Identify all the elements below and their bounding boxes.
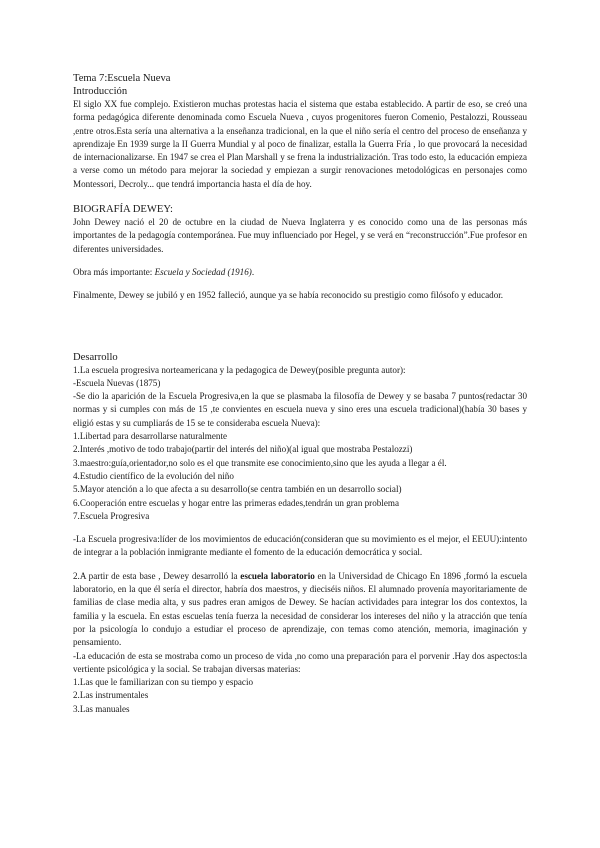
list-item: 4.Estudio científico de la evolución del niño: [73, 470, 234, 481]
life-paragraph: -La educación de esta se mostraba como un proceso de vida ,no como una preparación para el porvenir .Hay dos aspectos:la vertiente psicológica y la social. Se trabajan diversas materias:: [73, 650, 527, 674]
list-item: 5.Mayor atención a lo que afecta a su desarrollo(se centra también en un desarrollo social): [73, 484, 402, 495]
main-work-end: .: [251, 266, 255, 277]
intro-heading: Introducción: [73, 86, 128, 97]
final-paragraph: Finalmente, Dewey se jubiló y en 1952 falleció, aunque ya se había reconocido su prestigio como filósofo y educador.: [73, 290, 504, 301]
lab-post: en la Universidad de Chicago En 1896 ,formó la escuela laboratorio, en la que él sería el director, habría dos maestros, y dieciséis niños. El alumnado provenía mayoritariamente de familias de clase media alta, y sus padres eran amigos de Dewey. Se hacían actividades para integrar los dos contextos, la familia y la escuela. En estas escuelas tenía fuerza la necesidad de considerar los intereses del niño y la atracción que tenía por la psicología lo condujo a estudiar el proceso de aprendizaje, con temas como atención, memoria, imaginación y pensamiento.: [73, 570, 528, 648]
subjects-list: [73, 676, 527, 716]
dev-question: 1.La escuela progresiva norteamericana y la pedagogica de Dewey(posible pregunta autor):: [73, 364, 406, 375]
list-item: 7.Escuela Progresiva: [73, 510, 150, 521]
list-item: 3.maestro:guía,orientador,no solo es el que transmite ese conocimiento,sino que les ayuda a llegar a él.: [73, 457, 447, 468]
lab-paragraph: [73, 570, 527, 650]
intro-paragraph: El siglo XX fue complejo. Existieron muchas protestas hacia el sistema que estaba establecido. A partir de eso, se creó una forma pedagógica diferente denominada como Escuela Nueva , cuyos progenitores fueron Comenio, Pestalozzi, Rousseau ,entre otros.Esta sería una alternativa a la enseñanza tradicional, en la que el niño sería el centro del proceso de enseñanza y aprendizaje En 1939 surge la II Guerra Mundial y al poco de finalizar, estalla la Guerra Fría , lo que provocará la necesidad de internacionalizarse. En 1947 se crea el Plan Marshall y se frena la industrialización. Tras todo esto, la educación empieza a verse como un método para mejorar la sociedad y empiezan a surgir renovaciones metodológicas en personajes como Montessori, Decroly... que tendrá importancia hasta el día de hoy.: [73, 99, 527, 189]
leader-paragraph: -La Escuela progresiva:líder de los movimientos de educación(consideran que su movimiento es el mejor, el EEUU):intento de integrar a la población inmigrante mediante el fomento de la educación democrática y social.: [73, 534, 527, 558]
list-item: 2.Las instrumentales: [73, 690, 149, 701]
lab-bold: escuela laboratorio: [240, 570, 315, 581]
list-item: 3.Las manuales: [73, 703, 130, 714]
dev-paragraph: -Se dio la aparición de la Escuela Progresiva,en la que se plasmaba la filosofía de Dewey y se basaba 7 puntos(redactar 30 normas y si cumples con más de 15 ,te convientes en escuela nueva y sino eres una escuela tradicional)(había 30 bases y eligió estas y su cumpliarás de 15 se te consideraba escuela Nueva):: [73, 391, 527, 428]
bio-heading: BIOGRAFÍA DEWEY:: [73, 204, 173, 216]
points-list: [73, 430, 527, 523]
list-item: 1.Libertad para desarrollarse naturalmente: [73, 431, 228, 442]
dev-school: -Escuela Nuevas (1875): [73, 377, 161, 388]
bio-paragraph: John Dewey nació el 20 de octubre en la ciudad de Nueva Inglaterra y es conocido como una de las personas más importantes de la pedagogía contemporánea. Fue muy influenciado por Hegel, y se verá en “reconstrucción”.Fue profesor en diferentes universidades.: [73, 217, 527, 254]
dev-heading: Desarrollo: [73, 351, 118, 363]
list-item: 1.Las que le familiarizan con su tiempo y espacio: [73, 677, 254, 688]
main-work-label: Obra más importante:: [73, 266, 155, 277]
list-item: 6.Cooperación entre escuelas y hogar entre las primeras edades,tendrán un gran problema: [73, 497, 399, 508]
lab-pre: 2.A partir de esta base , Dewey desarrolló la: [73, 570, 241, 581]
doc-title: Tema 7:Escuela Nueva: [73, 73, 171, 84]
list-item: 2.Interés ,motivo de todo trabajo(partir del interés del niño)(al igual que mostraba Pestalozzi): [73, 444, 413, 455]
main-work-line: [73, 266, 527, 279]
main-work-title: Escuela y Sociedad (1916): [154, 266, 252, 277]
